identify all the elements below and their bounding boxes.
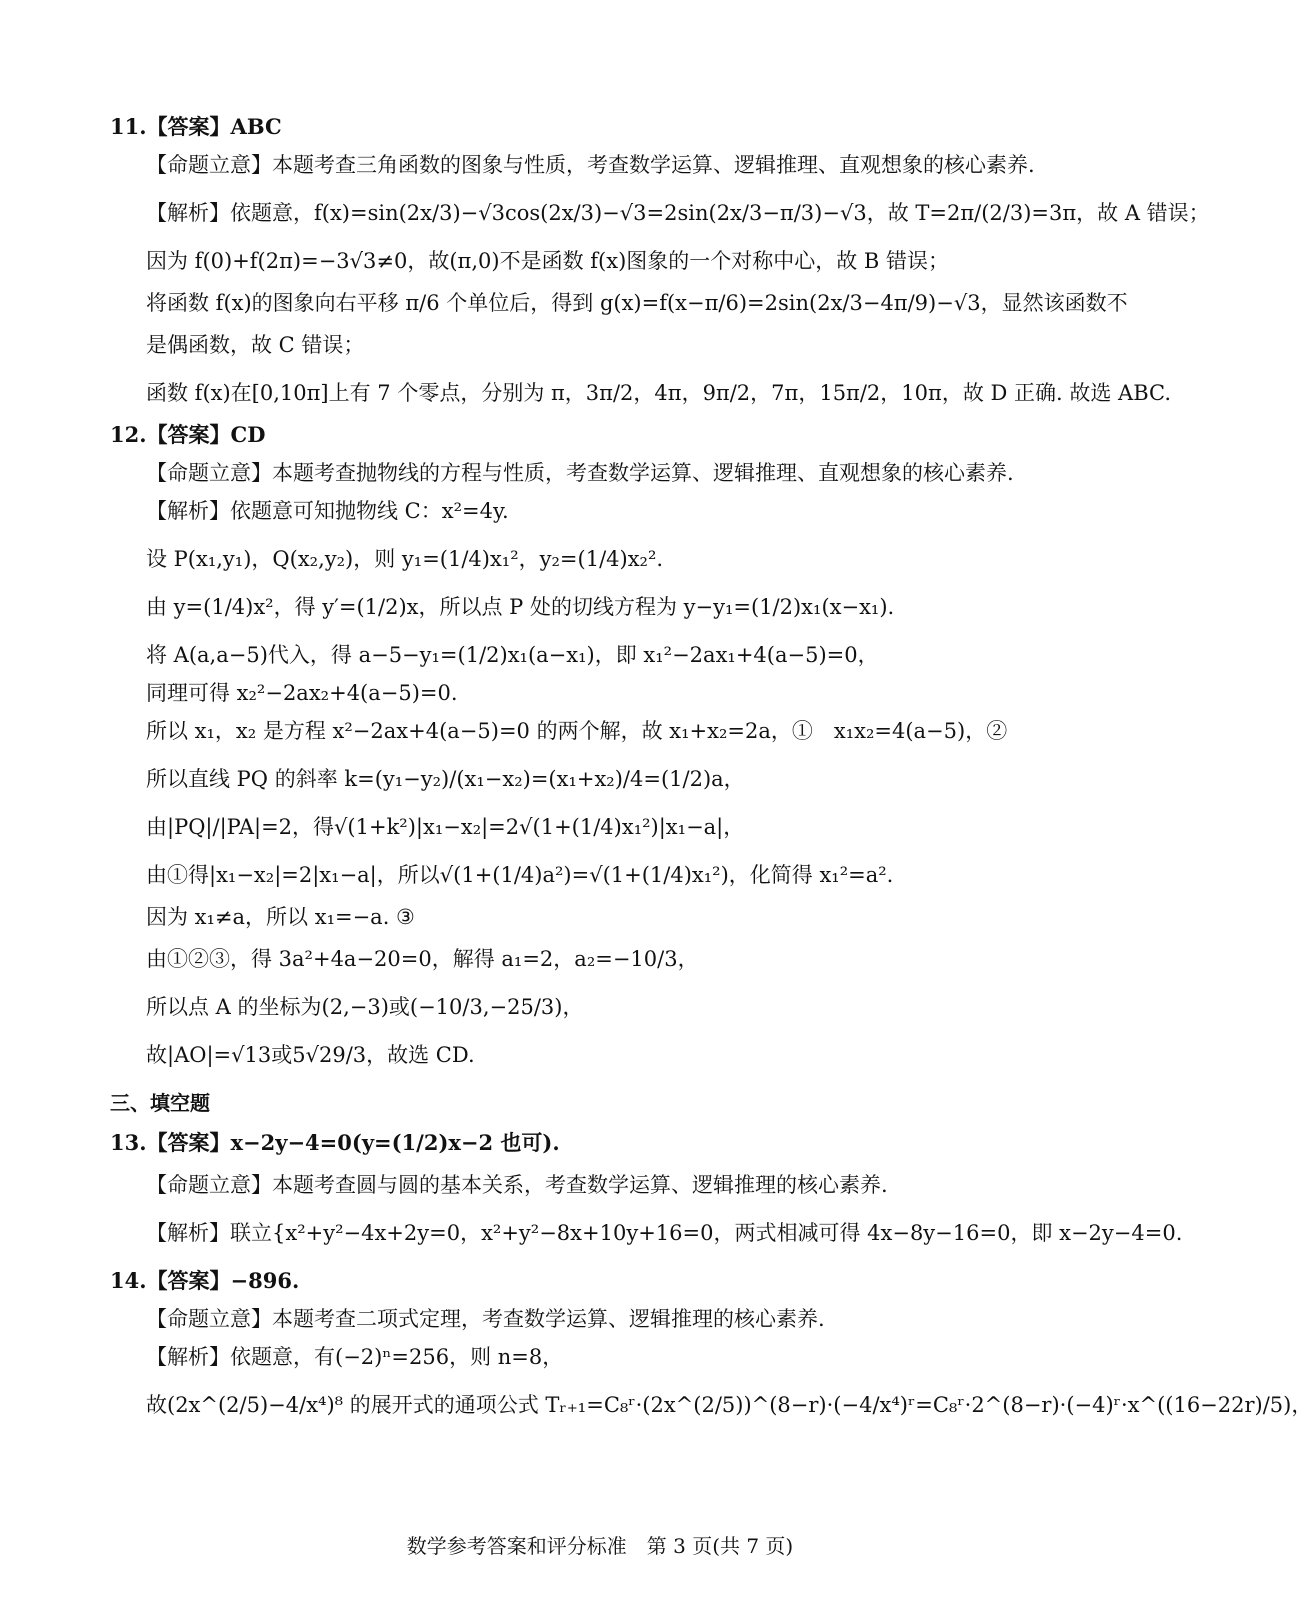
answer-heading: 12.【答案】CD (110, 422, 266, 447)
answer-heading: 14.【答案】−896. (110, 1268, 300, 1293)
solution-line: 所以 x₁，x₂ 是方程 x²−2ax+4(a−5)=0 的两个解，故 x₁+x₂=2a，① x₁x₂=4(a−5)，② (146, 719, 1008, 743)
solution-line: 是偶函数，故 C 错误； (146, 333, 365, 357)
solution-line: 故(2x^(2/5)−4/x⁴)⁸ 的展开式的通项公式 Tᵣ₊₁=C₈ʳ·(2x^(2/5))^(8−r)·(−4/x⁴)ʳ=C₈ʳ·2^(8−r)·(−4)ʳ·x^((16−22r)/5)， (146, 1393, 1312, 1417)
solution-line: 【命题立意】本题考查三角函数的图象与性质，考查数学运算、逻辑推理、直观想象的核心素养. (146, 153, 1035, 177)
solution-line: 函数 f(x)在[0,10π]上有 7 个零点，分别为 π，3π/2，4π，9π/2，7π，15π/2，10π，故 D 正确. 故选 ABC. (146, 381, 1172, 405)
solution-line: 将 A(a,a−5)代入，得 a−5−y₁=(1/2)x₁(a−x₁)，即 x₁²−2ax₁+4(a−5)=0， (146, 643, 879, 667)
solution-line: 【解析】依题意可知抛物线 C：x²=4y. (146, 499, 509, 523)
solution-line: 所以直线 PQ 的斜率 k=(y₁−y₂)/(x₁−x₂)=(x₁+x₂)/4=(1/2)a， (146, 767, 745, 791)
solution-line: 因为 x₁≠a，所以 x₁=−a. ③ (146, 905, 415, 929)
solution-line: 【命题立意】本题考查二项式定理，考查数学运算、逻辑推理的核心素养. (146, 1307, 825, 1331)
solution-line: 【解析】依题意，f(x)=sin(2x/3)−√3cos(2x/3)−√3=2sin(2x/3−π/3)−√3，故 T=2π/(2/3)=3π，故 A 错误； (146, 201, 1210, 225)
solution-line: 因为 f(0)+f(2π)=−3√3≠0，故(π,0)不是函数 f(x)图象的一个对称中心，故 B 错误； (146, 249, 950, 273)
answer-heading: 13.【答案】x−2y−4=0(y=(1/2)x−2 也可). (110, 1130, 560, 1155)
answer-heading: 11.【答案】ABC (110, 114, 282, 139)
solution-line: 由①得|x₁−x₂|=2|x₁−a|，所以√(1+(1/4)a²)=√(1+(1/4)x₁²)，化简得 x₁²=a². (146, 863, 894, 887)
page-footer: 数学参考答案和评分标准 第 3 页(共 7 页) (406, 1534, 794, 1558)
solution-line: 【解析】联立{x²+y²−4x+2y=0，x²+y²−8x+10y+16=0，两式相减可得 4x−8y−16=0，即 x−2y−4=0. (146, 1221, 1183, 1245)
solution-line: 【命题立意】本题考查圆与圆的基本关系，考查数学运算、逻辑推理的核心素养. (146, 1173, 888, 1197)
solution-line: 由|PQ|/|PA|=2，得√(1+k²)|x₁−x₂|=2√(1+(1/4)x₁²)|x₁−a|， (146, 815, 745, 839)
solution-line: 【命题立意】本题考查抛物线的方程与性质，考查数学运算、逻辑推理、直观想象的核心素养. (146, 461, 1014, 485)
solution-line: 所以点 A 的坐标为(2,−3)或(−10/3,−25/3)， (146, 995, 584, 1019)
solution-line: 将函数 f(x)的图象向右平移 π/6 个单位后，得到 g(x)=f(x−π/6)=2sin(2x/3−4π/9)−√3，显然该函数不 (146, 291, 1128, 315)
section-heading: 三、填空题 (110, 1091, 210, 1115)
solution-line: 由①②③，得 3a²+4a−20=0，解得 a₁=2，a₂=−10/3， (146, 947, 699, 971)
solution-line: 同理可得 x₂²−2ax₂+4(a−5)=0. (146, 681, 458, 705)
solution-line: 故|AO|=√13或5√29/3，故选 CD. (146, 1043, 475, 1067)
solution-line: 【解析】依题意，有(−2)ⁿ=256，则 n=8， (146, 1345, 564, 1369)
solution-line: 由 y=(1/4)x²，得 y′=(1/2)x，所以点 P 处的切线方程为 y−y₁=(1/2)x₁(x−x₁). (146, 595, 895, 619)
solution-line: 设 P(x₁,y₁)，Q(x₂,y₂)，则 y₁=(1/4)x₁²，y₂=(1/4)x₂². (146, 547, 664, 571)
answer-document (110, 108, 1312, 1424)
